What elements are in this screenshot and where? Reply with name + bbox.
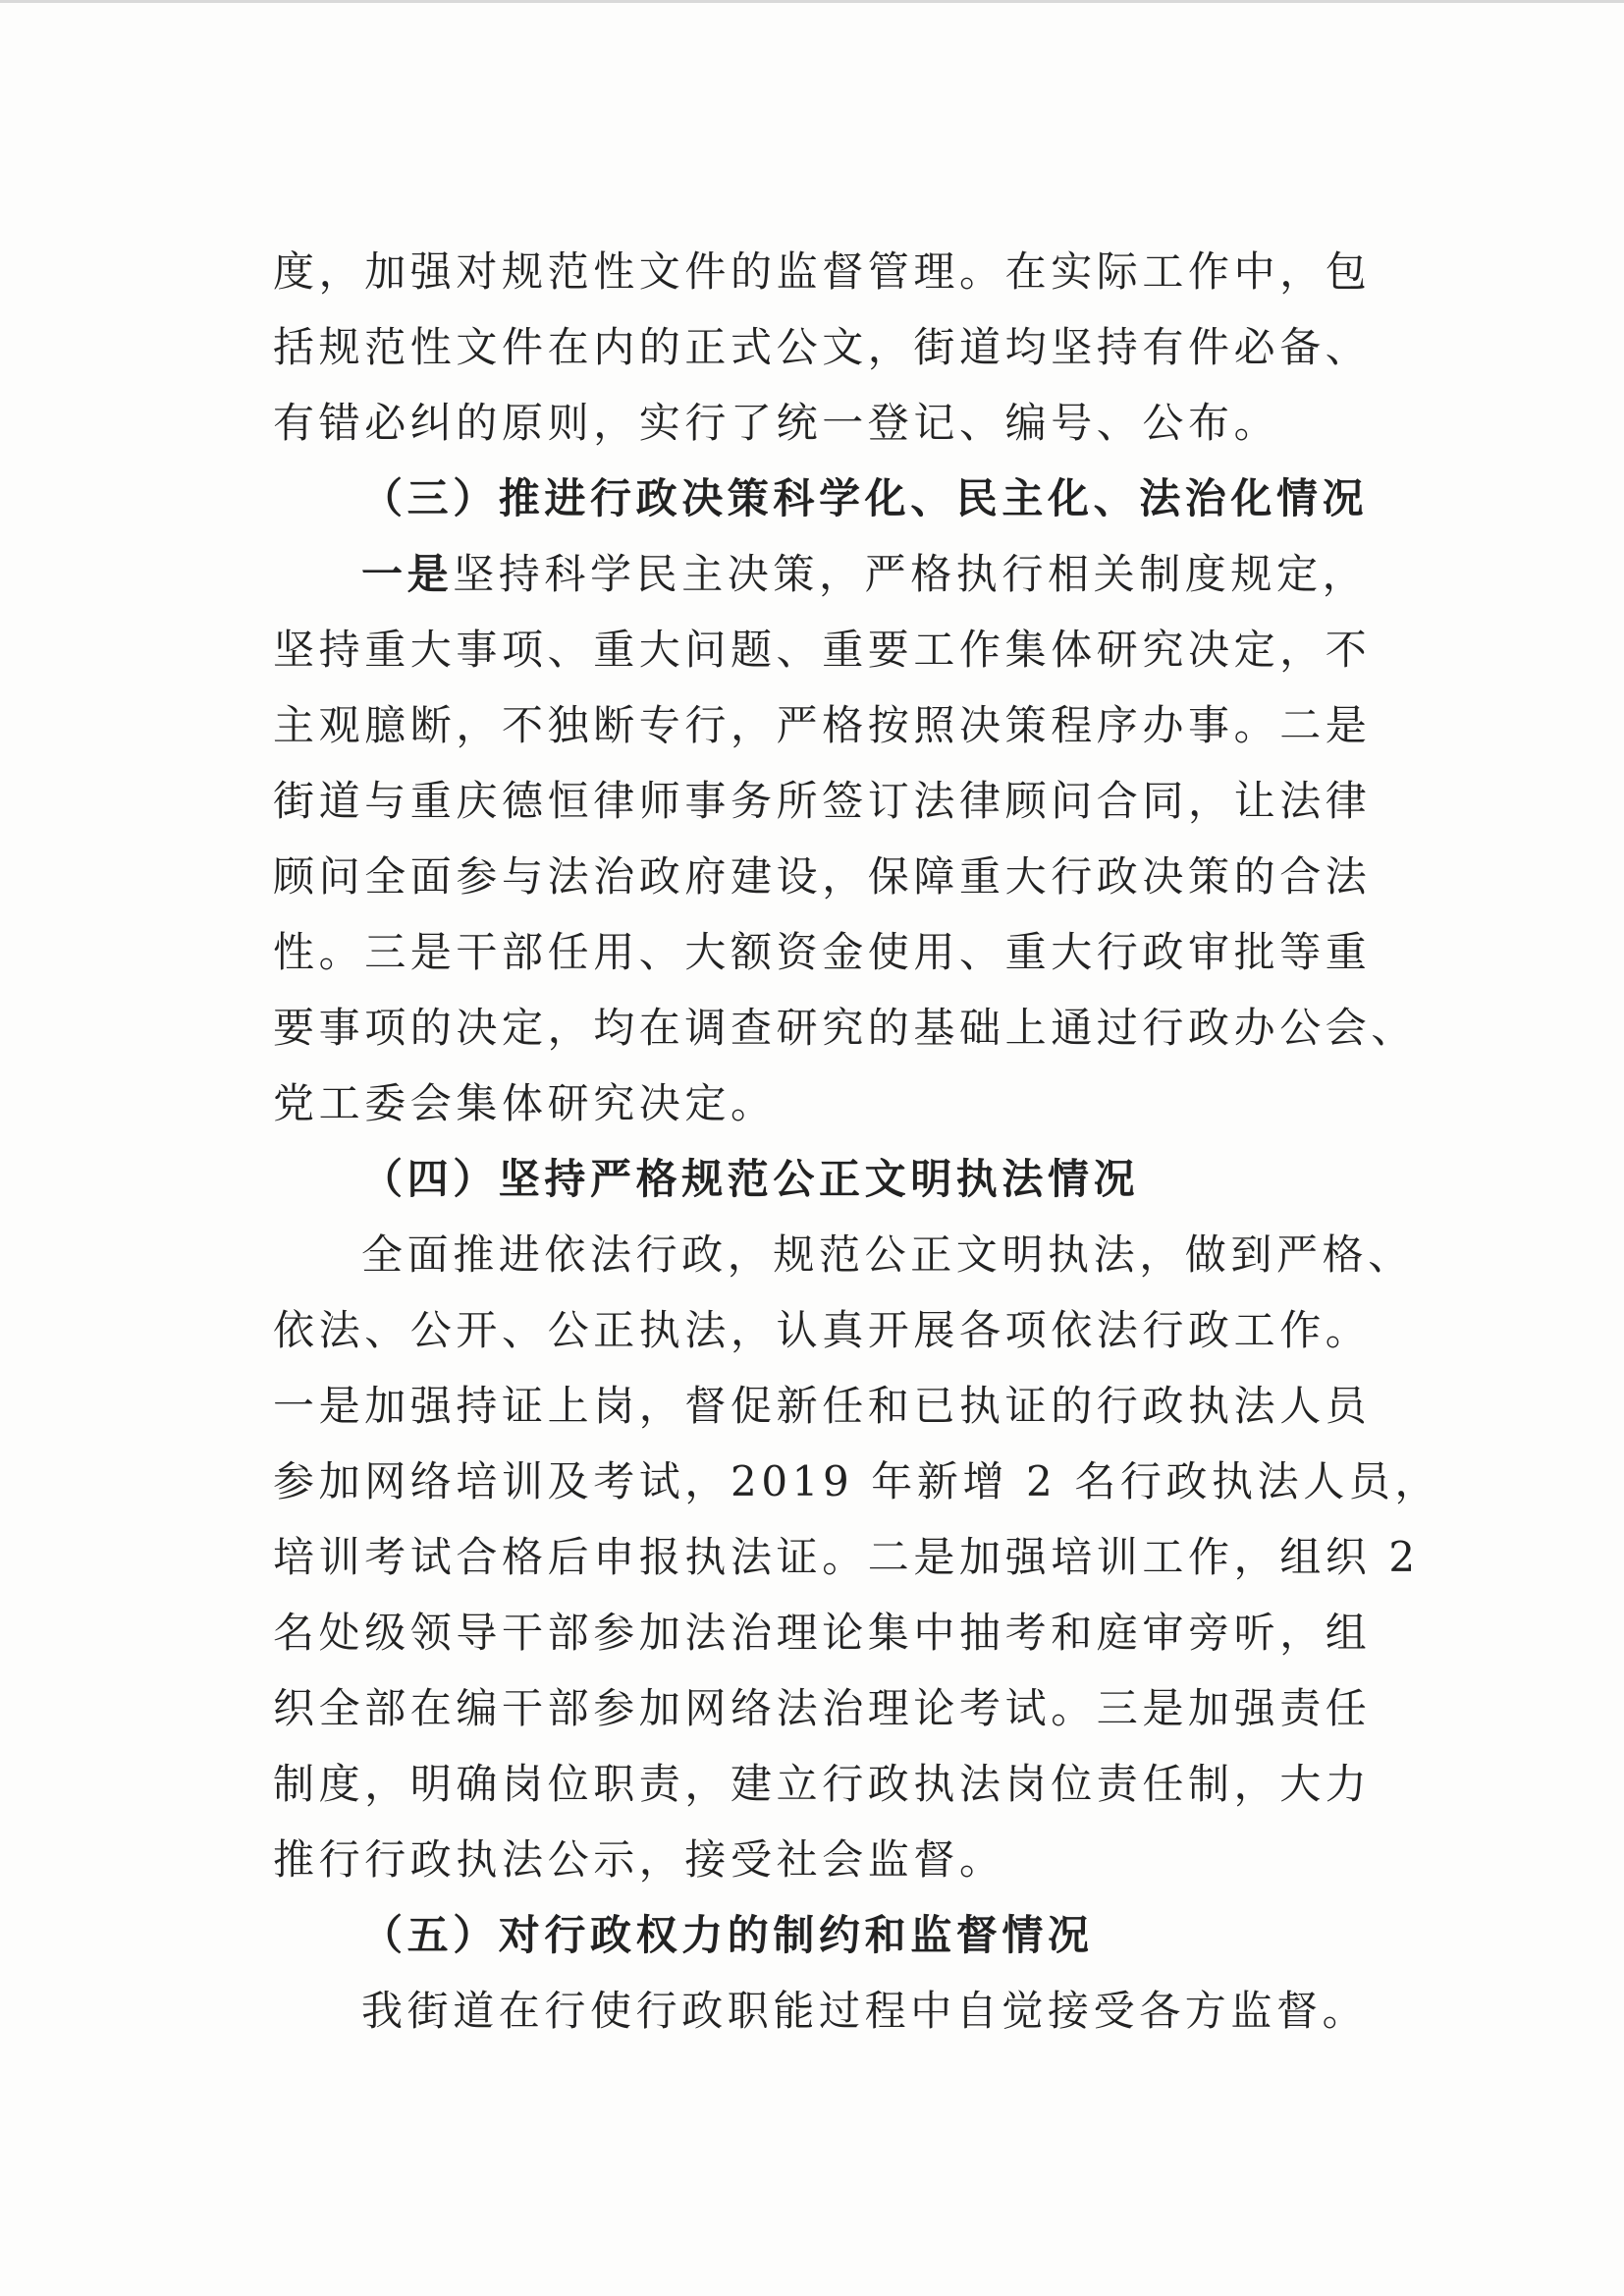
body-line: 名处级领导干部参加法治理论集中抽考和庭审旁听，组 [273, 1609, 1372, 1657]
body-line: 顾问全面参与法治政府建设，保障重大行政决策的合法 [273, 852, 1372, 901]
body-line: 主观臆断，不独断专行，严格按照决策程序办事。二是 [273, 701, 1372, 749]
section-heading-5: （五）对行政权力的制约和监督情况 [361, 1911, 1094, 1959]
paragraph-first-line: 全面推进依法行政，规范公正文明执法，做到严格、 [361, 1230, 1414, 1279]
body-line: 参加网络培训及考试，2019 年新增 2 名行政执法人员， [273, 1457, 1441, 1505]
paragraph-text: 坚持科学民主决策，严格执行相关制度规定， [453, 550, 1369, 598]
body-line: 街道与重庆德恒律师事务所签订法律顾问合同，让法律 [273, 777, 1372, 825]
body-line: 培训考试合格后申报执法证。二是加强培训工作，组织 2 [273, 1533, 1420, 1581]
body-line: 性。三是干部任用、大额资金使用、重大行政审批等重 [273, 928, 1372, 976]
section-heading-3: （三）推进行政决策科学化、民主化、法治化情况 [361, 474, 1369, 522]
body-line: 织全部在编干部参加网络法治理论考试。三是加强责任 [273, 1684, 1372, 1732]
body-line: 要事项的决定，均在调查研究的基础上通过行政办公会、 [273, 1004, 1418, 1052]
scan-top-edge [0, 0, 1624, 3]
body-line: 坚持重大事项、重大问题、重要工作集体研究决定，不 [273, 626, 1372, 674]
body-line: 有错必纠的原则，实行了统一登记、编号、公布。 [273, 399, 1280, 447]
paragraph-first-line: 我街道在行使行政职能过程中自觉接受各方监督。 [361, 1987, 1369, 2035]
body-line: 党工委会集体研究决定。 [273, 1079, 777, 1127]
body-line: 括规范性文件在内的正式公文，街道均坚持有件必备、 [273, 323, 1372, 371]
body-line: 依法、公开、公正执法，认真开展各项依法行政工作。 [273, 1306, 1372, 1354]
document-body [273, 234, 1441, 2049]
body-line: 制度，明确岗位职责，建立行政执法岗位责任制，大力 [273, 1760, 1372, 1808]
body-line: 一是加强持证上岗，督促新任和已执证的行政执法人员 [273, 1382, 1372, 1430]
body-line: 度，加强对规范性文件的监督管理。在实际工作中，包 [273, 247, 1372, 296]
paragraph-first-line [273, 536, 1369, 612]
paragraph-lead: 一是 [361, 550, 454, 598]
body-line: 推行行政执法公示，接受社会监督。 [273, 1835, 1005, 1884]
section-heading-4: （四）坚持严格规范公正文明执法情况 [361, 1155, 1140, 1203]
